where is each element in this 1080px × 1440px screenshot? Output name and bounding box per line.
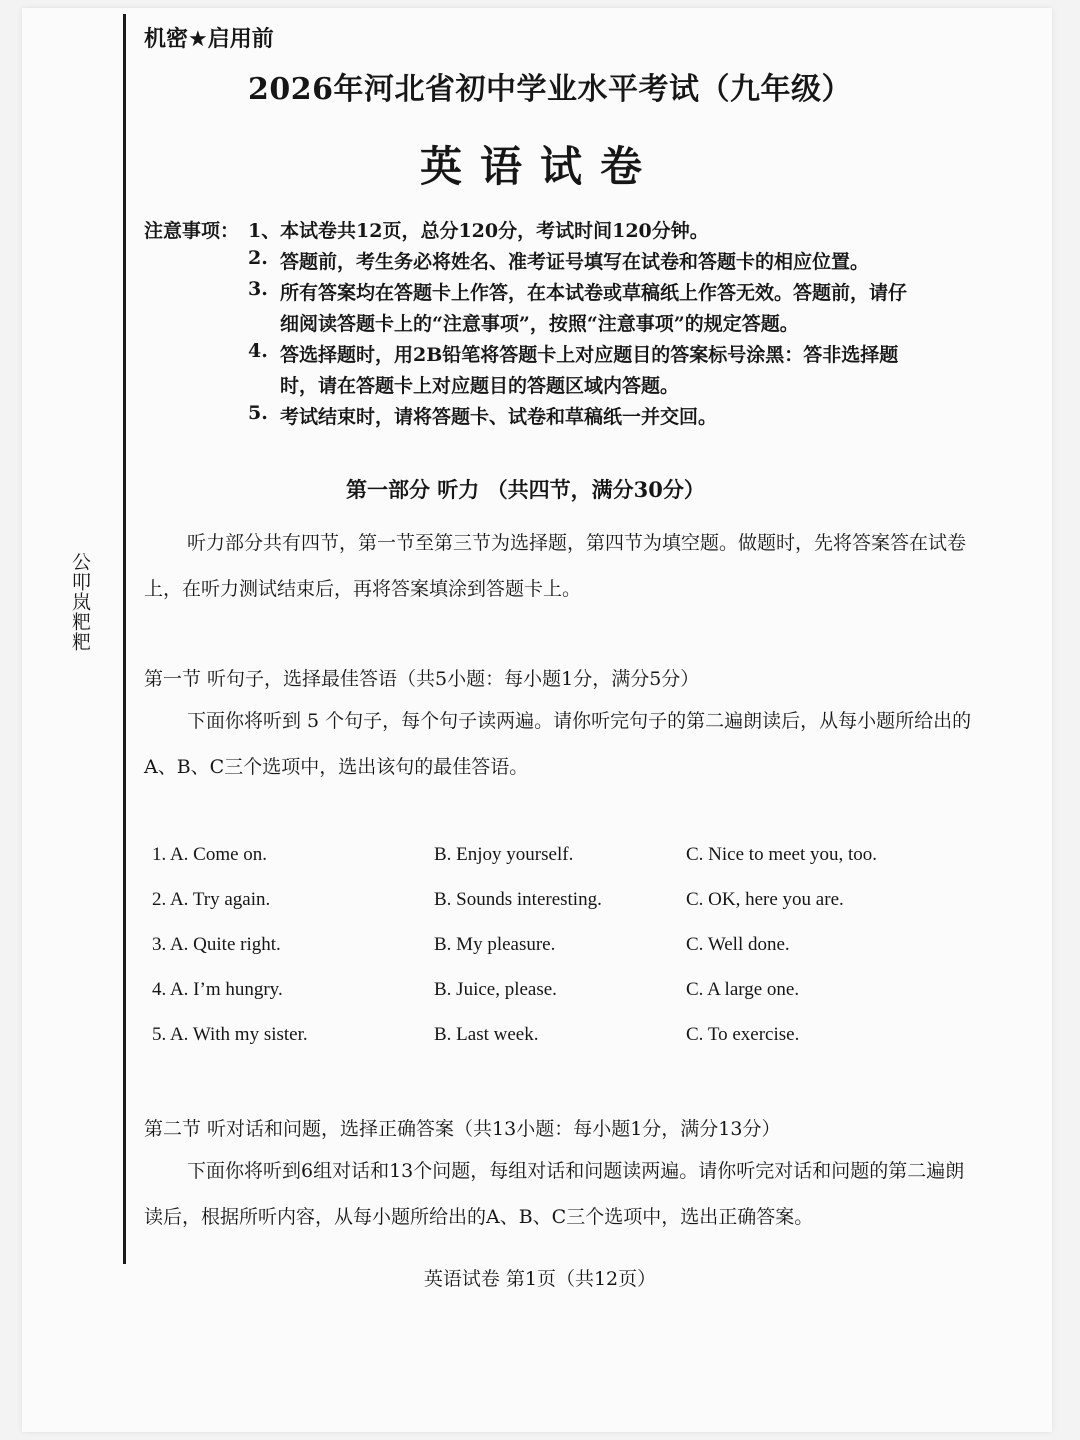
section-intro: 下面你将听到 5 个句子，每个句子读两遍。请你听完句子的第二遍朗读后，从每小题所给出的A、B、C三个选项中，选出该句的最佳答语。 bbox=[144, 710, 972, 778]
margin-note: 公叩岚粑粑 bbox=[69, 552, 91, 652]
note-number: 2. bbox=[248, 247, 268, 269]
note-text: 考试结束时，请将答题卡、试卷和草稿纸一并交回。 bbox=[280, 406, 718, 428]
option-c: C. Well done. bbox=[686, 934, 790, 955]
option-c: C. A large one. bbox=[686, 979, 800, 1000]
option-a: 5. A. With my sister. bbox=[152, 1024, 308, 1045]
option-b: B. Last week. bbox=[434, 1024, 539, 1045]
subject-title: 英语试卷 bbox=[419, 142, 660, 191]
section-heading: 第二节 听对话和问题，选择正确答案（共13小题：每小题1分，满分13分） bbox=[144, 1118, 781, 1140]
part-heading: 第一部分 听力 （共四节，满分30分） bbox=[346, 477, 705, 502]
note-text: 本试卷共12页，总分120分，考试时间120分钟。 bbox=[280, 220, 709, 242]
binding-line bbox=[123, 14, 126, 1264]
note-number: 1、 bbox=[248, 220, 281, 242]
note-text: 答题前，考生务必将姓名、准考证号填写在试卷和答题卡的相应位置。 bbox=[280, 251, 870, 273]
note-number: 4. bbox=[248, 340, 268, 362]
note-text: 时，请在答题卡上对应题目的答题区域内答题。 bbox=[280, 375, 680, 397]
page-footer: 英语试卷 第1页（共12页） bbox=[423, 1268, 657, 1290]
exam-title: 2026年河北省初中学业水平考试（九年级） bbox=[248, 72, 852, 107]
option-a: 4. A. I’m hungry. bbox=[152, 979, 283, 1000]
option-c: C. Nice to meet you, too. bbox=[686, 844, 878, 865]
option-b: B. Sounds interesting. bbox=[434, 889, 602, 910]
note-number: 3. bbox=[248, 278, 268, 300]
option-a: 2. A. Try again. bbox=[152, 889, 271, 910]
section-heading: 第一节 听句子，选择最佳答语（共5小题：每小题1分，满分5分） bbox=[144, 668, 700, 690]
note-text: 所有答案均在答题卡上作答，在本试卷或草稿纸上作答无效。答题前，请仔 bbox=[280, 282, 908, 304]
option-a: 3. A. Quite right. bbox=[152, 934, 281, 955]
note-text: 答选择题时，用2B铅笔将答题卡上对应题目的答案标号涂黑：答非选择题 bbox=[280, 344, 899, 366]
option-b: B. Juice, please. bbox=[434, 979, 557, 1000]
section-intro: 下面你将听到6组对话和13个问题，每组对话和问题读两遍。请你听完对话和问题的第二遍朗读后，根据所听内容，从每小题所给出的A、B、C三个选项中，选出正确答案。 bbox=[144, 1160, 965, 1228]
option-c: C. To exercise. bbox=[686, 1024, 800, 1045]
part-intro: 听力部分共有四节，第一节至第三节为选择题，第四节为填空题。做题时，先将答案答在试卷上，在听力测试结束后，再将答案填涂到答题卡上。 bbox=[144, 532, 967, 600]
notes-heading: 注意事项： bbox=[144, 220, 240, 242]
option-b: B. My pleasure. bbox=[434, 934, 556, 955]
option-c: C. OK, here you are. bbox=[686, 889, 844, 910]
note-number: 5. bbox=[248, 402, 268, 424]
confidential-label: 机密★启用前 bbox=[144, 27, 274, 52]
option-b: B. Enjoy yourself. bbox=[434, 844, 574, 865]
option-a: 1. A. Come on. bbox=[152, 844, 268, 865]
note-text: 细阅读答题卡上的“注意事项”，按照“注意事项”的规定答题。 bbox=[280, 313, 799, 335]
